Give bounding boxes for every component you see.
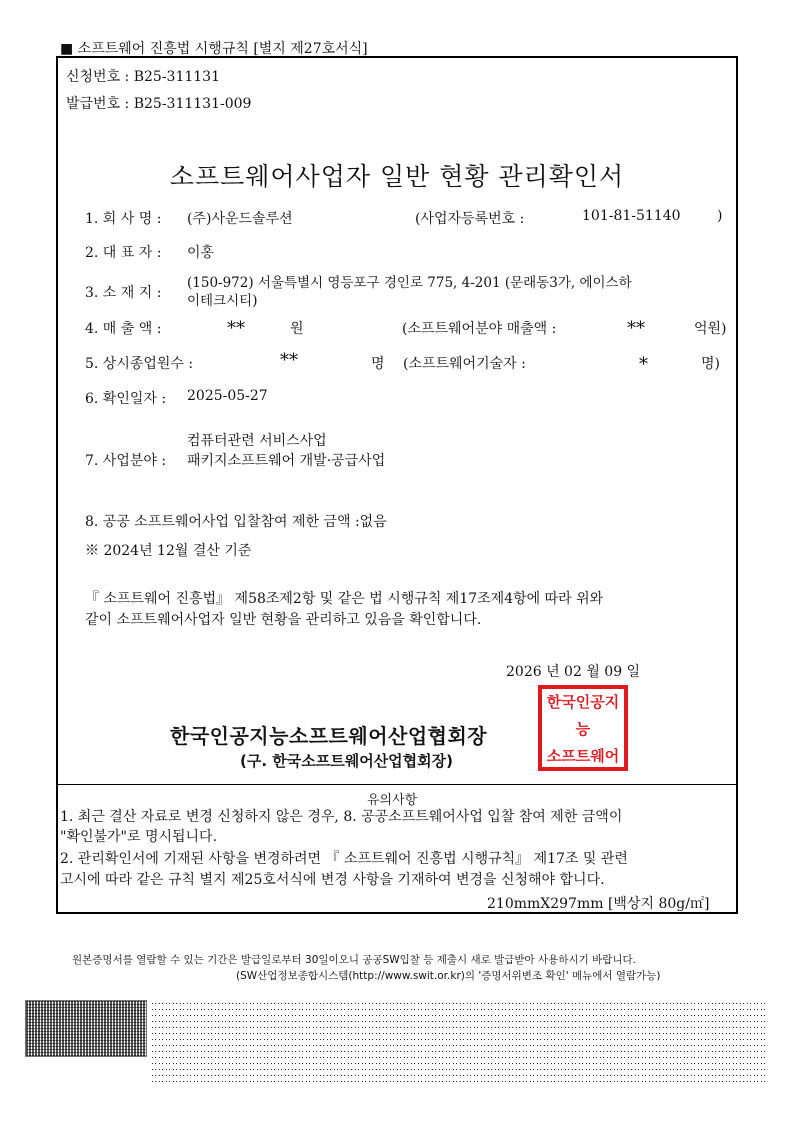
note-line: 2. 관리확인서에 기재된 사항을 변경하려면 『 소프트웨어 진흥법 시행규칙』 제17조 및 관련: [60, 851, 628, 867]
footer-link-notice: (SW산업정보종합시스템(http://www.swit.or.kr)의 '증명서위변조 확인' 메뉴에서 열람가능): [236, 970, 661, 982]
seal-line: 소프트웨어: [546, 747, 620, 765]
sw-tech-value: *: [639, 354, 648, 375]
form-header: ■ 소프트웨어 진흥법 시행규칙 [별지 제27호서식]: [60, 41, 368, 57]
address-line-1: (150-972) 서울특별시 영등포구 경인로 775, 4-201 (문래동3가, 에이스하: [187, 275, 632, 291]
reg-number-label: (사업자등록번호 :: [415, 211, 525, 227]
sw-sales-unit: 억원): [694, 321, 727, 337]
business-field-2: 패키지소프트웨어 개발·공급사업: [187, 453, 386, 469]
issuer-name: 한국인공지능소프트웨어산업협회장: [170, 724, 488, 748]
statement-line-2: 같이 소프트웨어사업자 일반 현황을 관리하고 있음을 확인합니다.: [85, 612, 482, 628]
sw-sales-label: (소프트웨어분야 매출액 :: [402, 321, 557, 337]
notes-title: 유의사항: [367, 793, 418, 808]
reg-number-value: 101-81-51140: [582, 208, 681, 224]
issue-date: 2026 년 02 월 09 일: [506, 664, 641, 680]
note-line: "확인불가"로 명시됩니다.: [60, 829, 218, 845]
employees-value: **: [280, 350, 298, 371]
sales-unit: 원: [290, 321, 304, 337]
note-line: 고시에 따라 같은 규칙 별지 제25호서식에 변경 사항을 기재하여 변경을 신청해야 합니다.: [60, 872, 605, 888]
reg-number-close: ): [717, 208, 723, 224]
footer-notice: 원본증명서를 열람할 수 있는 기간은 발급일로부터 30일이오니 공공SW입찰 등 제출시 새로 발급받아 사용하시기 바랍니다.: [72, 954, 636, 966]
page-title: 소프트웨어사업자 일반 현황 관리확인서: [169, 162, 625, 191]
confirm-date-label: 6. 확인일자 :: [85, 391, 167, 407]
issue-number: 발급번호 : B25-311131-009: [66, 96, 252, 112]
company-label: 1. 회 사 명 :: [85, 211, 162, 227]
application-number: 신청번호 : B25-311131: [66, 69, 220, 85]
sw-tech-label: (소프트웨어기술자 :: [403, 356, 526, 372]
settlement-basis: ※ 2024년 12월 결산 기준: [85, 543, 252, 559]
employees-label: 5. 상시종업원수 :: [85, 356, 194, 372]
sales-value: **: [227, 318, 245, 339]
address-label: 3. 소 재 지 :: [85, 285, 162, 301]
business-field-1: 컴퓨터관련 서비스사업: [187, 433, 327, 449]
bid-limit: 8. 공공 소프트웨어사업 입찰참여 제한 금액 :없음: [85, 514, 387, 530]
2d-barcode: [152, 998, 766, 1084]
issuer-former-name: (구. 한국소프트웨어산업협회장): [240, 752, 454, 770]
note-line: 1. 최근 결산 자료로 변경 신청하지 않은 경우, 8. 공공소프트웨어사업 입찰 참여 제한 금액이: [60, 809, 623, 825]
employees-unit: 명: [371, 356, 385, 372]
confirm-date-value: 2025-05-27: [187, 388, 268, 404]
seal-line: 한국인공지능: [546, 693, 620, 738]
seal-line: [542, 770, 624, 771]
sales-label: 4. 매 출 액 :: [85, 321, 162, 337]
verification-code-image: [25, 1000, 147, 1057]
representative-label: 2. 대 표 자 :: [85, 245, 162, 261]
representative-value: 이홍: [187, 245, 215, 261]
statement-line-1: 『 소프트웨어 진흥법』 제58조제2항 및 같은 법 시행규칙 제17조제4항에 따라 위와: [85, 591, 604, 607]
sw-sales-value: **: [627, 318, 645, 339]
address-line-2: 이테크시티): [187, 293, 258, 309]
paper-spec: 210mmX297mm [백상지 80g/㎡]: [487, 896, 710, 912]
business-field-label: 7. 사업분야 :: [85, 453, 167, 469]
company-value: (주)사운드솔루션: [187, 211, 293, 227]
official-seal: [538, 685, 628, 771]
sw-tech-unit: 명): [701, 356, 720, 372]
